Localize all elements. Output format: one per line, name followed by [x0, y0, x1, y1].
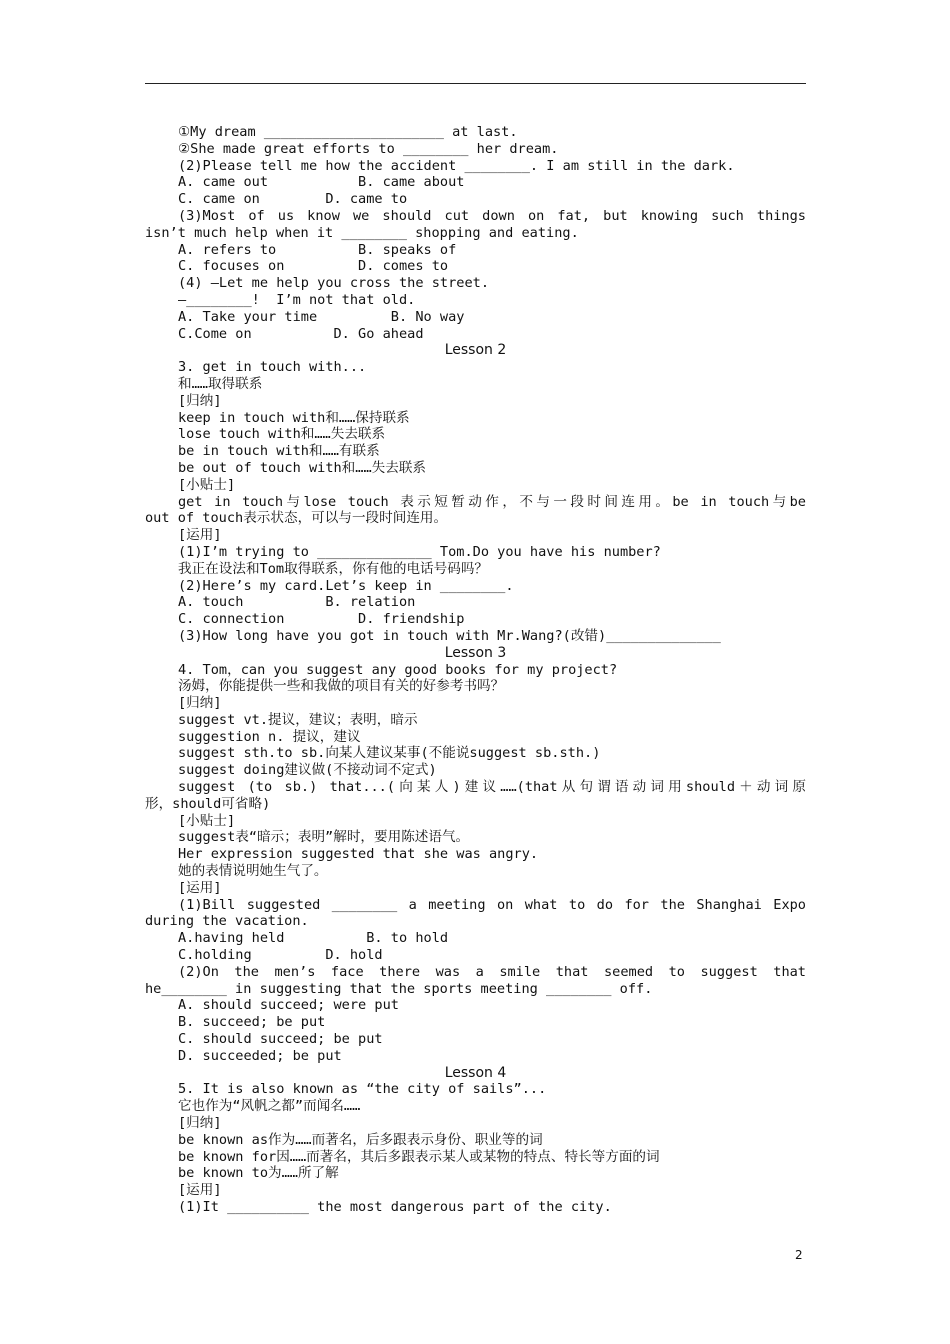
lesson-heading: Lesson 2: [444, 342, 507, 359]
lesson-heading: Lesson 4: [444, 1064, 507, 1081]
text-line: A. refers to B. speaks of: [178, 241, 457, 258]
text-line: 她的表情说明她生气了。: [178, 863, 328, 880]
text-line: (3)Most of us know we should cut down on fat, but knowing such things: [178, 207, 806, 224]
document-body: [145, 124, 806, 1216]
text-line: isn’t much help when it ________ shopping and eating.: [145, 224, 579, 241]
text-line: C.Come on D. Go ahead: [178, 325, 424, 342]
text-line: (2)On the men’s face there was a smile that seemed to suggest that: [178, 963, 806, 980]
text-line: C.holding D. hold: [178, 947, 383, 964]
text-line: Her expression suggested that she was angry.: [178, 846, 539, 863]
text-line: [运用]: [178, 879, 222, 896]
text-line: 4. Tom，can you suggest any good books for my project?: [178, 661, 618, 678]
text-line: 5. It is also known as “the city of sails”...: [178, 1081, 547, 1098]
text-line: A.having held B. to hold: [178, 930, 449, 947]
text-line: (3)How long have you got in touch with Mr.Wang?(改错)______________: [178, 627, 721, 644]
text-line: (2)Here’s my card.Let’s keep in ________.: [178, 577, 514, 594]
text-line: B. succeed; be put: [178, 1014, 326, 1031]
text-line: be known as作为……而著名，后多跟表示身份、职业等的词: [178, 1131, 543, 1148]
text-line: ②She made great efforts to ________ her dream.: [178, 140, 559, 157]
text-line: suggest doing建议做(不接动词不定式): [178, 762, 437, 779]
text-line: 它也作为“风帆之都”而闻名……: [178, 1098, 361, 1115]
page-number: 2: [795, 1248, 803, 1262]
text-line: C. connection D. friendship: [178, 611, 465, 628]
text-line: [小贴士]: [178, 812, 236, 829]
text-line: he________ in suggesting that the sports meeting ________ off.: [145, 980, 653, 997]
text-line: (4) —Let me help you cross the street.: [178, 275, 489, 292]
text-line: 3. get in touch with...: [178, 359, 367, 376]
text-line: be out of touch with和……失去联系: [178, 459, 427, 476]
text-line: A. Take your time B. No way: [178, 308, 465, 325]
text-line: C. focuses on D. comes to: [178, 258, 449, 275]
text-line: keep in touch with和……保持联系: [178, 409, 410, 426]
text-line: be known to为……所了解: [178, 1165, 339, 1182]
text-line: suggest sth.to sb.向某人建议某事(不能说suggest sb.sth.): [178, 745, 601, 762]
text-line: C. came on D. came to: [178, 191, 408, 208]
text-line: [运用]: [178, 527, 222, 544]
text-line: 我正在设法和Tom取得联系，你有他的电话号码吗？: [178, 560, 489, 577]
text-line: 形，should可省略): [145, 795, 271, 812]
text-line: suggest (to sb.) that...(向某人)建议……(that从句谓语动词用should＋动词原: [178, 779, 806, 796]
text-line: —________! I’m not that old.: [178, 291, 416, 308]
lesson-heading: Lesson 3: [444, 644, 507, 661]
header-rule: [145, 83, 806, 84]
text-line: A. came out B. came about: [178, 174, 465, 191]
text-line: [小贴士]: [178, 476, 236, 493]
text-line: be in touch with和……有联系: [178, 443, 380, 460]
text-line: D. succeeded; be put: [178, 1047, 342, 1064]
text-line: out of touch表示状态，可以与一段时间连用。: [145, 510, 448, 527]
text-line: (1)I’m trying to ______________ Tom.Do you have his number?: [178, 543, 661, 560]
text-line: [运用]: [178, 1182, 222, 1199]
text-line: suggest vt.提议，建议；表明，暗示: [178, 711, 418, 728]
text-line: C. should succeed; be put: [178, 1031, 383, 1048]
text-line: get in touch与lose touch 表示短暂动作，不与一段时间连用。be in touch与be: [178, 493, 806, 510]
text-line: [归纳]: [178, 1115, 222, 1132]
text-line: suggest表“暗示；表明”解时，要用陈述语气。: [178, 829, 470, 846]
text-line: (2)Please tell me how the accident ________. I am still in the dark.: [178, 157, 735, 174]
text-line: [归纳]: [178, 392, 222, 409]
text-line: lose touch with和……失去联系: [178, 426, 386, 443]
text-line: A. touch B. relation: [178, 594, 416, 611]
text-line: (1)Bill suggested ________ a meeting on what to do for the Shanghai Expo: [178, 896, 806, 913]
text-line: ①My dream ______________________ at last.: [178, 124, 518, 140]
text-line: A. should succeed; were put: [178, 997, 399, 1014]
text-line: (1)It __________ the most dangerous part of the city.: [178, 1199, 612, 1215]
text-line: suggestion n. 提议，建议: [178, 728, 361, 745]
text-line: 和……取得联系: [178, 375, 263, 392]
text-line: [归纳]: [178, 695, 222, 712]
text-line: be known for因……而著名，其后多跟表示某人或某物的特点、特长等方面的词: [178, 1148, 660, 1165]
text-line: during the vacation.: [145, 913, 309, 930]
text-line: 汤姆，你能提供一些和我做的项目有关的好参考书吗？: [178, 678, 505, 695]
